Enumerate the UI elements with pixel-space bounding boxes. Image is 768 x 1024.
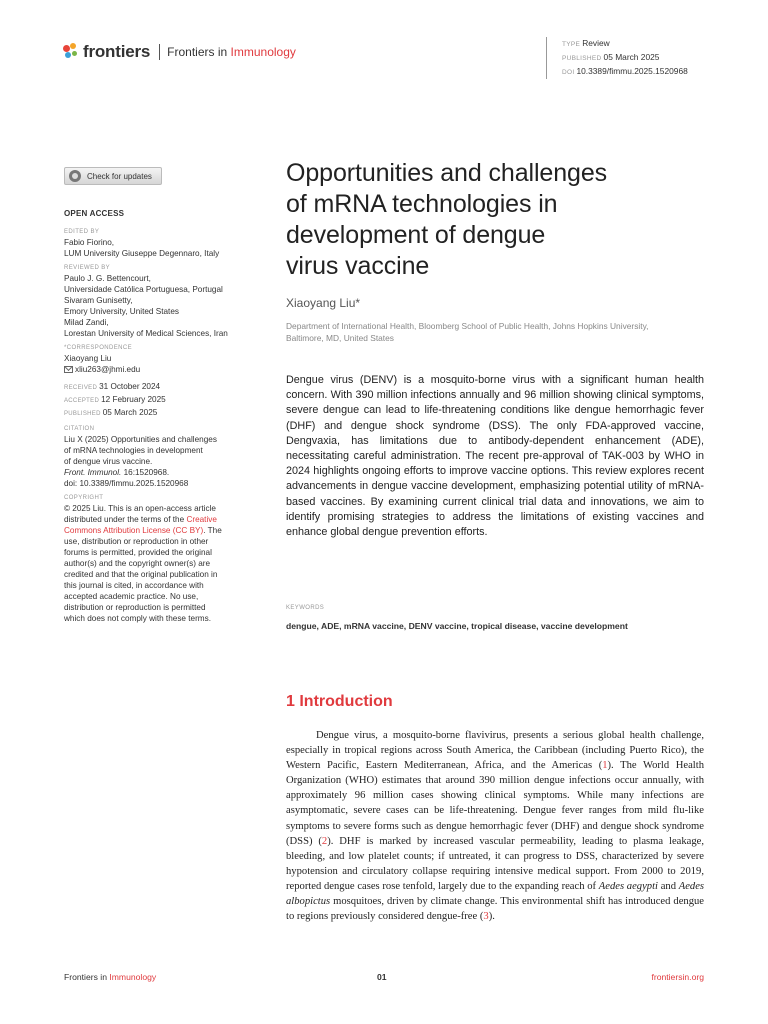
copyright: © 2025 Liu. This is an open-access article distributed under the terms of the Creative Commons Attribution License (CC BY). The use, distribution or reproduction in other forums is permitted, provided the original author(s) and the copyright owner(s) are credited and that the original publication in this journal is cited, in accordance with accepted academic practice. No use, distribution or reproduction is permitted which does not comply with these terms. bbox=[64, 504, 222, 623]
cc-license-link[interactable]: Creative bbox=[186, 515, 217, 524]
introduction-paragraph: Dengue virus, a mosquito-borne flavivirus, presents a serious global health challenge, especially in tropical regions across South America, the Caribbean (including Puerto Rico), the Western Pacific, Eastern Mediterranean, Africa, and the Americas (1). The World Health Organization (WHO) estimates that around 390 million dengue infections occur annually, with approximately 96 million cases showing clinical symptoms. While many infections are asymptomatic, severe cases can be life-threatening. Dengue fever ranges from mild flu-like symptoms to severe forms such as dengue hemorrhagic fever (DHF) and dengue shock syndrome (DSS) (2). DHF is marked by increased vascular permeability, leading to plasma leakage, bleeding, and low platelet counts; if untreated, it can progress to DSS, characterized by severe hypotension and circulatory collapse requiring intensive medical support. From 2000 to 2019, reported dengue cases rose tenfold, largely due to the expanding reach of Aedes aegypti and Aedes albopictus mosquitoes, driven by climate change. This environmental shift has introduced dengue to regions previously considered dengue-free (3). bbox=[286, 730, 705, 923]
journal-name[interactable] bbox=[167, 45, 296, 59]
copyright-heading: COPYRIGHT bbox=[64, 495, 104, 501]
reviewed-by: Paulo J. G. Bettencourt, Universidade Católica Portuguesa, Portugal Sivaram Gunisetty, Emory University, United States Milad Zandi, Lorestan University of Medical Sciences, Iran bbox=[64, 274, 228, 338]
brand-name: frontiers bbox=[83, 42, 151, 61]
footer-journal: Frontiers in Immunology bbox=[64, 972, 157, 982]
article-sidebar bbox=[64, 208, 254, 627]
section-heading-introduction: 1 Introduction bbox=[286, 693, 393, 710]
frontiers-logo[interactable] bbox=[63, 42, 296, 62]
correspondence-email[interactable]: xliu263@jhmi.edu bbox=[64, 364, 254, 375]
open-access-label: OPEN ACCESS bbox=[64, 209, 125, 218]
envelope-icon bbox=[64, 366, 73, 373]
frontiers-logo-icon bbox=[63, 43, 79, 61]
article-dates: RECEIVED 31 October 2024 ACCEPTED 12 February 2025 PUBLISHED 05 March 2025 bbox=[64, 382, 166, 417]
check-for-updates-button[interactable] bbox=[64, 167, 162, 185]
citation-heading: CITATION bbox=[64, 426, 95, 432]
article-author[interactable]: Xiaoyang Liu* bbox=[286, 296, 361, 310]
edited-by-heading: EDITED BY bbox=[64, 229, 100, 235]
keywords-heading: KEYWORDS bbox=[286, 605, 325, 611]
meta-doi[interactable]: DOI 10.3389/fimmu.2025.1520968 bbox=[562, 66, 688, 76]
crossmark-icon bbox=[69, 170, 81, 182]
correspondence: Xiaoyang Liu xliu263@jhmi.edu bbox=[64, 353, 254, 375]
article-meta bbox=[546, 37, 688, 79]
edited-by: Fabio Fiorino, LUM University Giuseppe Degennaro, Italy bbox=[64, 238, 220, 258]
correspondence-heading: *CORRESPONDENCE bbox=[64, 345, 133, 351]
article-title: Opportunities and challenges of mRNA technologies in development of dengue virus vaccine bbox=[286, 159, 608, 280]
meta-type: TYPE Review bbox=[562, 38, 610, 48]
header-divider bbox=[159, 44, 160, 60]
citation-ref-1[interactable]: 1 bbox=[602, 760, 608, 772]
reviewed-by-heading: REVIEWED BY bbox=[64, 265, 111, 271]
abstract: Dengue virus (DENV) is a mosquito-borne virus with a significant human health concern. With 390 million infections annually and 96 million showing clinical symptoms, severe dengue can lead to life-threatening conditions like dengue hemorrhagic fever (DHF) and dengue shock syndrome (DSS). The only FDA-approved vaccine, Dengvaxia, has limitations due to antibody-dependent enhancement (ADE), necessitating careful administration. The recent pre-approval of TAK-003 by WHO in 2024 highlights ongoing efforts to improve vaccine options. This review explores recent advancements in dengue vaccine development, emphasizing potential utility of mRNA-based vaccines. By examining current clinical trial data and innovations, we aim to identify promising strategies to address the limitations of existing vaccines and enhance global dengue prevention efforts. bbox=[286, 374, 704, 539]
keywords: dengue, ADE, mRNA vaccine, DENV vaccine, tropical disease, vaccine development bbox=[286, 621, 628, 631]
meta-published: PUBLISHED 05 March 2025 bbox=[562, 52, 660, 62]
footer-site-link[interactable]: frontiersin.org bbox=[651, 972, 704, 982]
check-for-updates-label: Check for updates bbox=[87, 171, 152, 181]
citation: Liu X (2025) Opportunities and challenges of mRNA technologies in development of dengue virus vaccine. Front. Immunol. 16:1520968. doi: 10.3389/fimmu.2025.1520968 bbox=[64, 435, 217, 488]
citation-ref-3[interactable]: 3 bbox=[483, 911, 489, 923]
cc-license-link-2[interactable]: Commons Attribution License (CC BY) bbox=[64, 526, 204, 535]
citation-ref-2[interactable]: 2 bbox=[321, 835, 328, 847]
journal-prefix: Frontiers in bbox=[167, 45, 228, 59]
page-number: 01 bbox=[377, 972, 387, 982]
journal-accent: Immunology bbox=[230, 45, 296, 59]
author-affiliation: Department of International Health, Bloomberg School of Public Health, Johns Hopkins University, Baltimore, MD, United States bbox=[286, 321, 649, 343]
